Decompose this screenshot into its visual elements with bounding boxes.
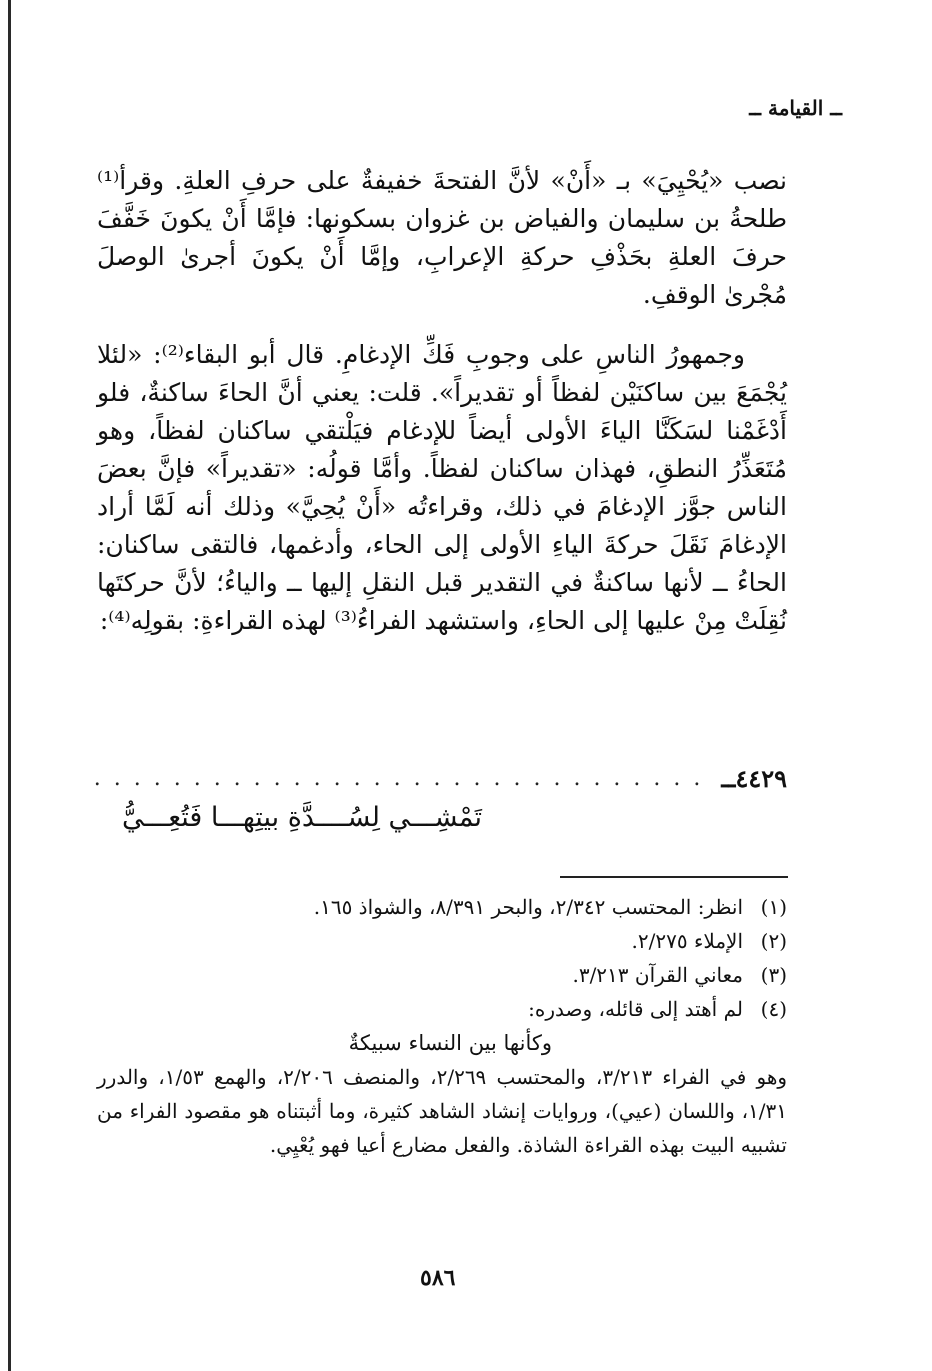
page-number: ٥٨٦ bbox=[420, 1265, 456, 1291]
paragraph: نصب «يُحْيِيَ» بـ «أَنْ» لأنَّ الفتحةَ خفيفةٌ على حرفِ العلةِ. وقرأ⁽¹⁾ طلحةُ بن سليمان والفياض بن غزوان بسكونها: فإمَّا أَنْ يكونَ خَفَّفَ حرفَ العلةِ بحَذْفِ حركةِ الإعرابِ، وإمَّا أَنْ يكونَ أجرىٰ الوصلَ مُجْرىٰ الوقفِ. bbox=[97, 166, 787, 309]
footnote-verse: وكأنها بين النساء سبيكةٌ bbox=[348, 1031, 552, 1055]
footnote bbox=[97, 992, 787, 1026]
page-edge-rule bbox=[8, 0, 11, 1371]
footnote-number: (٢) bbox=[760, 929, 787, 953]
footnote bbox=[97, 924, 787, 958]
verse-number: ٤٤٢٩ــ bbox=[721, 763, 787, 793]
footnote-text: الإملاء ٢/٢٧٥. bbox=[631, 929, 743, 953]
verse-header bbox=[93, 758, 787, 798]
footnote-text: لم أهتد إلى قائله، وصدره: bbox=[528, 997, 743, 1021]
poetry-verse: تَمْشِـــي لِسُــــدَّةِ بيتِهـــا فَتُعِـــيُّ bbox=[122, 802, 482, 833]
footnote-number: (٤) bbox=[760, 997, 787, 1021]
footnote-number: (١) bbox=[760, 895, 787, 919]
footnote-text: معاني القرآن ٣/٢١٣. bbox=[572, 963, 743, 987]
paragraph: وجمهورُ الناسِ على وجوبِ فَكِّ الإدغامِ. قال أبو البقاء⁽²⁾: «لئلا يُجْمَعَ بين ساكنَيْن لفظاً أو تقديراً». قلت: يعني أنَّ الحاءَ ساكنةٌ، فلو أَدْغَمْنا لسَكَنَّا الياءَ الأولى أيضاً للإدغام فيَلْتقي ساكنان لفظاً، وهو مُتَعَذِّرُ النطقِ، فهذان ساكنان لفظاً. وأمَّا قولُه: «تقديراً» فإنَّ بعضَ الناس جوَّز الإدغامَ في ذلك، وقراءتُه «أَنْ يُحِيَّ» وذلك أنه لَمَّا أراد الإدغامَ نَقَلَ حركةَ الياءِ الأولى إلى الحاء، وأدغمها، فالتقى ساكنان: الحاءُ ــ لأنها ساكنةٌ في التقدير قبل النقلِ إليها ــ والياءُ؛ لأنَّ حركتَها نُقِلَتْ مِنْ عليها إلى الحاءِ، واستشهد الفراءُ⁽³⁾ لهذه القراءةِ: بقولِه⁽⁴⁾: bbox=[97, 340, 787, 635]
verse-ellipsis: . . . . . . . . . . . . . . . . . . . . . . . . . . . . . . . bbox=[93, 765, 704, 791]
footnote bbox=[97, 890, 787, 924]
footnote-text: انظر: المحتسب ٢/٣٤٢، والبحر ٨/٣٩١، والشواذ ١٦٥. bbox=[313, 895, 743, 919]
footnote-number: (٣) bbox=[760, 963, 787, 987]
footnotes bbox=[97, 890, 787, 1162]
running-header: ــ القيامة ــ bbox=[749, 96, 842, 120]
main-text bbox=[97, 162, 787, 662]
footnote bbox=[97, 958, 787, 992]
footnote-continuation: وهو في الفراء ٣/٢١٣، والمحتسب ٢/٢٦٩، والمنصف ٢/٢٠٦، والهمع ١/٥٣، والدرر ١/٣١، واللسان (عيي)، وروايات إنشاد الشاهد كثيرة، وما أثبتناه هو مقصود الفراء من تشبيه البيت بهذه القراءة الشاذة. والفعل مضارع أعيا فهو يُعْيِي. bbox=[97, 1065, 788, 1157]
footnote-separator bbox=[560, 876, 788, 878]
